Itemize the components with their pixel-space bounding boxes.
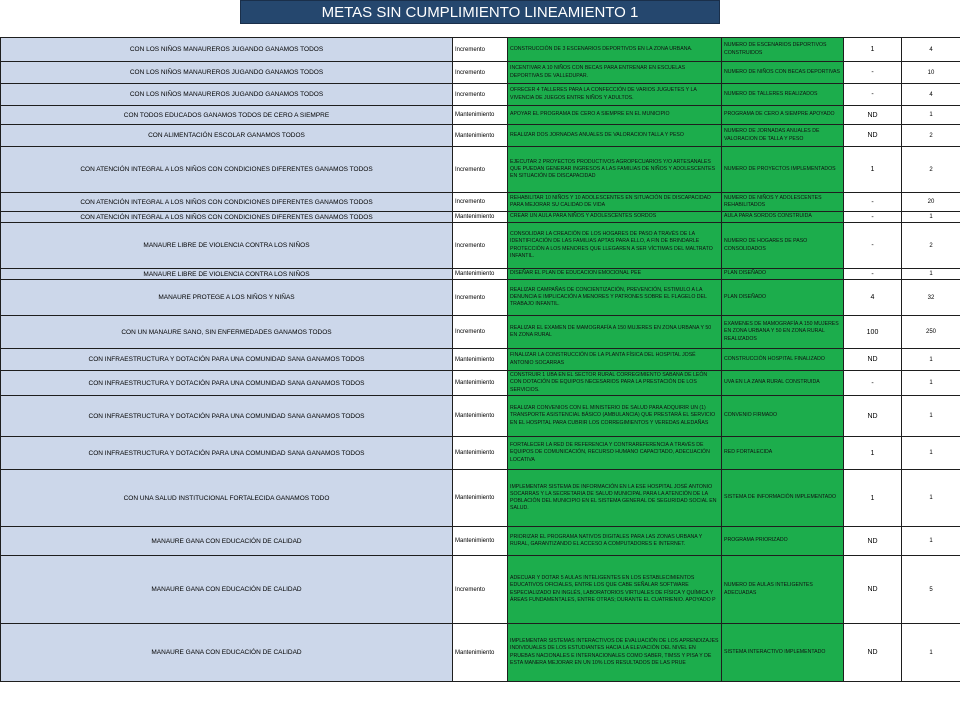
type-cell: Mantenimiento bbox=[453, 125, 508, 147]
value-cell: ND bbox=[844, 556, 902, 624]
target-cell: 1 bbox=[902, 212, 960, 223]
table-row bbox=[1, 371, 960, 396]
type-cell: Incremento bbox=[453, 62, 508, 84]
value-cell: 1 bbox=[844, 38, 902, 62]
table-row bbox=[1, 527, 960, 556]
type-cell: Incremento bbox=[453, 223, 508, 269]
indicator-cell: NUMERO DE ESCENARIOS DEPORTIVOS CONSTRUIDOS bbox=[722, 38, 844, 62]
value-cell: 1 bbox=[844, 470, 902, 527]
target-cell: 10 bbox=[902, 62, 960, 84]
program-cell: CON LOS NIÑOS MANAUREROS JUGANDO GANAMOS TODOS bbox=[1, 62, 453, 84]
table-row bbox=[1, 125, 960, 147]
program-cell: CON LOS NIÑOS MANAUREROS JUGANDO GANAMOS TODOS bbox=[1, 84, 453, 106]
type-cell: Incremento bbox=[453, 193, 508, 212]
value-cell: 100 bbox=[844, 316, 902, 349]
target-cell: 1 bbox=[902, 269, 960, 280]
program-cell: CON TODOS EDUCADOS GANAMOS TODOS DE CERO A SIEMPRE bbox=[1, 106, 453, 125]
goal-cell: EJECUTAR 2 PROYECTOS PRODUCTIVOS AGROPECUARIOS Y/O ARTESANALES QUE PUEDAN GENERAR INGRESOS A LAS FAMILIAS DE NIÑOS Y ADOLESCENTES EN SITUACIÓN DE DISCAPACIDAD bbox=[508, 147, 722, 193]
type-cell: Mantenimiento bbox=[453, 349, 508, 371]
goal-cell: CONSTRUIR 1 UBA EN EL SECTOR RURAL CORREGIMIENTO SABANA DE LEÓN CON DOTACIÓN DE EQUIPOS NECESARIOS PARA LA PRESTACIÓN DE LOS SERVICIOS. bbox=[508, 371, 722, 396]
indicator-cell: RED FORTALECIDA bbox=[722, 437, 844, 470]
indicator-cell: PROGRAMA DE CERO A SIEMPRE APOYADO bbox=[722, 106, 844, 125]
indicator-cell: UVA EN LA ZANA RURAL CONSTRUIDA bbox=[722, 371, 844, 396]
goal-cell: CONSOLIDAR LA CREACIÓN DE LOS HOGARES DE PASO A TRAVÉS DE LA IDENTIFICACIÓN DE LAS FAMILIAS APTAS PARA ELLO, A FIN DE BRINDARLE PROTECCIÓN A LOS MENORES QUE LLEGAREN A SER VÍCTIMAS DEL MALTRATO INFANTIL. bbox=[508, 223, 722, 269]
target-cell: 1 bbox=[902, 106, 960, 125]
indicator-cell: PROGRAMA PRIORIZADO bbox=[722, 527, 844, 556]
target-cell: 1 bbox=[902, 349, 960, 371]
goals-table-body bbox=[1, 38, 960, 682]
program-cell: CON ATENCIÓN INTEGRAL A LOS NIÑOS CON CONDICIONES DIFERENTES GANAMOS TODOS bbox=[1, 147, 453, 193]
type-cell: Incremento bbox=[453, 316, 508, 349]
table-row bbox=[1, 437, 960, 470]
indicator-cell: SISTEMA INTERACTIVO IMPLEMENTADO bbox=[722, 624, 844, 682]
program-cell: CON ATENCIÓN INTEGRAL A LOS NIÑOS CON CONDICIONES DIFERENTES GANAMOS TODOS bbox=[1, 212, 453, 223]
table-row bbox=[1, 269, 960, 280]
target-cell: 250 bbox=[902, 316, 960, 349]
program-cell: CON INFRAESTRUCTURA Y DOTACIÓN PARA UNA COMUNIDAD SANA GANAMOS TODOS bbox=[1, 396, 453, 437]
indicator-cell: NUMERO DE TALLERES REALIZADOS bbox=[722, 84, 844, 106]
value-cell: 1 bbox=[844, 437, 902, 470]
value-cell: - bbox=[844, 371, 902, 396]
value-cell: ND bbox=[844, 106, 902, 125]
table-row bbox=[1, 38, 960, 62]
target-cell: 2 bbox=[902, 147, 960, 193]
target-cell: 20 bbox=[902, 193, 960, 212]
goals-table bbox=[0, 37, 960, 682]
value-cell: 4 bbox=[844, 280, 902, 316]
indicator-cell: CONVENIO FIRMADO bbox=[722, 396, 844, 437]
page-title: METAS SIN CUMPLIMIENTO LINEAMIENTO 1 bbox=[240, 0, 720, 24]
type-cell: Incremento bbox=[453, 147, 508, 193]
table-row bbox=[1, 349, 960, 371]
goal-cell: INCENTIVAR A 10 NIÑOS CON BECAS PARA ENTRENAR EN ESCUELAS DEPORTIVAS DE VALLEDUPAR. bbox=[508, 62, 722, 84]
table-row bbox=[1, 280, 960, 316]
goal-cell: REHABILITAR 10 NIÑOS Y 10 ADOLESCENTES EN SITUACIÓN DE DISCAPACIDAD PARA MEJORAR SU CALIDAD DE VIDA bbox=[508, 193, 722, 212]
value-cell: - bbox=[844, 84, 902, 106]
value-cell: ND bbox=[844, 624, 902, 682]
goal-cell: CONSTRUCCIÓN DE 3 ESCENARIOS DEPORTIVOS EN LA ZONA URBANA. bbox=[508, 38, 722, 62]
type-cell: Mantenimiento bbox=[453, 269, 508, 280]
goal-cell: IMPLEMENTAR SISTEMAS INTERACTIVOS DE EVALUACIÓN DE LOS APRENDIZAJES INDIVIDUALES DE LOS ESTUDIANTES HACIA LA ELEVACIÓN DEL NIVEL EN PRUEBAS NACIONALES E INTERNACIONALES COMO SABER, TIMSS Y PISA Y DE ESTA MANERA MEJORAR EN UN 10% LOS RESULTADOS DE LAS PRUE bbox=[508, 624, 722, 682]
target-cell: 4 bbox=[902, 84, 960, 106]
goal-cell: OFRECER 4 TALLERES PARA LA CONFECCIÓN DE VARIOS JUGUETES Y LA VIVENCIA DE JUEGOS ENTRE NIÑOS Y ADULTOS. bbox=[508, 84, 722, 106]
program-cell: CON LOS NIÑOS MANAUREROS JUGANDO GANAMOS TODOS bbox=[1, 38, 453, 62]
program-cell: CON UNA SALUD INSTITUCIONAL FORTALECIDA GANAMOS TODO bbox=[1, 470, 453, 527]
table-row bbox=[1, 396, 960, 437]
target-cell: 2 bbox=[902, 223, 960, 269]
table-row bbox=[1, 212, 960, 223]
type-cell: Incremento bbox=[453, 280, 508, 316]
table-row bbox=[1, 470, 960, 527]
type-cell: Mantenimiento bbox=[453, 470, 508, 527]
program-cell: CON ALIMENTACIÓN ESCOLAR GANAMOS TODOS bbox=[1, 125, 453, 147]
program-cell: MANAURE LIBRE DE VIOLENCIA CONTRA LOS NIÑOS bbox=[1, 269, 453, 280]
indicator-cell: AULA PARA SORDOS CONSTRUIDA bbox=[722, 212, 844, 223]
target-cell: 1 bbox=[902, 396, 960, 437]
type-cell: Incremento bbox=[453, 38, 508, 62]
target-cell: 4 bbox=[902, 38, 960, 62]
indicator-cell: NUMERO DE PROYECTOS IMPLEMENTADOS bbox=[722, 147, 844, 193]
value-cell: - bbox=[844, 223, 902, 269]
goal-cell: FINALIZAR LA CONSTRUCCIÓN DE LA PLANTA FÍSICA DEL HOSPITAL JOSÉ ANTONIO SOCARRAS bbox=[508, 349, 722, 371]
value-cell: - bbox=[844, 193, 902, 212]
value-cell: - bbox=[844, 269, 902, 280]
program-cell: CON UN MANAURE SANO, SIN ENFERMEDADES GANAMOS TODOS bbox=[1, 316, 453, 349]
type-cell: Mantenimiento bbox=[453, 527, 508, 556]
target-cell: 5 bbox=[902, 556, 960, 624]
table-row bbox=[1, 556, 960, 624]
indicator-cell: NUMERO DE NIÑOS Y ADOLESCENTES REHABILITADOS bbox=[722, 193, 844, 212]
type-cell: Mantenimiento bbox=[453, 624, 508, 682]
table-row bbox=[1, 62, 960, 84]
goal-cell: REALIZAR CONVENIOS CON EL MINISTERIO DE SALUD PARA ADQUIRIR UN (1) TRANSPORTE ASISTENCIAL BÁSICO (AMBULANCIA) QUE PRESTARÁ EL SERVICIO EN EL HOSPITAL PARA CUBRIR LOS CORREGIMIENTOS Y VEREDAS ALEDAÑAS bbox=[508, 396, 722, 437]
value-cell: ND bbox=[844, 527, 902, 556]
program-cell: MANAURE GANA CON EDUCACIÓN DE CALIDAD bbox=[1, 624, 453, 682]
value-cell: ND bbox=[844, 396, 902, 437]
value-cell: - bbox=[844, 62, 902, 84]
program-cell: MANAURE LIBRE DE VIOLENCIA CONTRA LOS NIÑOS bbox=[1, 223, 453, 269]
program-cell: MANAURE GANA CON EDUCACIÓN DE CALIDAD bbox=[1, 527, 453, 556]
target-cell: 2 bbox=[902, 125, 960, 147]
value-cell: ND bbox=[844, 125, 902, 147]
program-cell: CON INFRAESTRUCTURA Y DOTACIÓN PARA UNA COMUNIDAD SANA GANAMOS TODOS bbox=[1, 371, 453, 396]
target-cell: 32 bbox=[902, 280, 960, 316]
type-cell: Incremento bbox=[453, 556, 508, 624]
table-row bbox=[1, 147, 960, 193]
program-cell: CON ATENCIÓN INTEGRAL A LOS NIÑOS CON CONDICIONES DIFERENTES GANAMOS TODOS bbox=[1, 193, 453, 212]
type-cell: Mantenimiento bbox=[453, 371, 508, 396]
indicator-cell: NUMERO DE AULAS INTELIGENTES ADECUADAS bbox=[722, 556, 844, 624]
goal-cell: CREAR UN AULA PARA NIÑOS Y ADOLESCENTES SORDOS bbox=[508, 212, 722, 223]
goal-cell: PRIORIZAR EL PROGRAMA NATIVOS DIGITALES PARA LAS ZONAS URBANA Y RURAL, GARANTIZANDO EL ACCESO A COMPUTADORES E INTERNET. bbox=[508, 527, 722, 556]
table-row bbox=[1, 106, 960, 125]
value-cell: 1 bbox=[844, 147, 902, 193]
program-cell: CON INFRAESTRUCTURA Y DOTACIÓN PARA UNA COMUNIDAD SANA GANAMOS TODOS bbox=[1, 349, 453, 371]
type-cell: Mantenimiento bbox=[453, 212, 508, 223]
target-cell: 1 bbox=[902, 527, 960, 556]
target-cell: 1 bbox=[902, 624, 960, 682]
goal-cell: IMPLEMENTAR SISTEMA DE INFORMACIÓN EN LA ESE HOSPITAL JOSÉ ANTONIO SOCARRAS Y LA SECRETARIA DE SALUD MUNICIPAL PARA LA ATENCIÓN DE LA POBLACIÓN DEL MUNICIPIO EN EL SISTEMA GENERAL DE SEGURIDAD SOCIAL EN SALUD. bbox=[508, 470, 722, 527]
indicator-cell: NUMERO DE JORNADAS ANUALES DE VALORACION DE TALLA Y PESO bbox=[722, 125, 844, 147]
table-row bbox=[1, 84, 960, 106]
indicator-cell: PLAN DISEÑADO bbox=[722, 280, 844, 316]
indicator-cell: SISTEMA DE INFORMACIÓN IMPLEMENTADO bbox=[722, 470, 844, 527]
goal-cell: APOYAR EL PROGRAMA DE CERO A SIEMPRE EN EL MUNICIPIO bbox=[508, 106, 722, 125]
type-cell: Mantenimiento bbox=[453, 437, 508, 470]
value-cell: - bbox=[844, 212, 902, 223]
goal-cell: DISEÑAR EL PLAN DE EDUCACION EMOCIONAL PEE bbox=[508, 269, 722, 280]
goal-cell: REALIZAR CAMPAÑAS DE CONCIENTIZACIÓN, PREVENCIÓN, ESTIMULO A LA DENUNCIA E IMPLICACIÓN A MENORES Y PATRONES SOBRE EL FLAGELO DEL TRABAJO INFANTIL. bbox=[508, 280, 722, 316]
target-cell: 1 bbox=[902, 437, 960, 470]
program-cell: MANAURE PROTEGE A LOS NIÑOS Y NIÑAS bbox=[1, 280, 453, 316]
program-cell: MANAURE GANA CON EDUCACIÓN DE CALIDAD bbox=[1, 556, 453, 624]
table-row bbox=[1, 624, 960, 682]
indicator-cell: PLAN DISEÑADO bbox=[722, 269, 844, 280]
table-row bbox=[1, 193, 960, 212]
type-cell: Mantenimiento bbox=[453, 106, 508, 125]
table-row bbox=[1, 223, 960, 269]
goal-cell: ADECUAR Y DOTAR 5 AULAS INTELIGENTES EN LOS ESTABLECIMIENTOS EDUCATIVOS OFICIALES, ENTRE LOS QUE CABE SEÑALAR SOFTWARE ESPECIALIZADO EN INGLÉS, LABORATORIOS VIRTUALES DE FÍSICA Y QUÍMICA Y ÁREAS FUNDAMENTALES, ENTRE OTRAS; DURANTE EL CUATRIENIO. APOYADO P bbox=[508, 556, 722, 624]
target-cell: 1 bbox=[902, 371, 960, 396]
goal-cell: FORTALECER LA RED DE REFERENCIA Y CONTRAREFERENCIA A TRAVÉS DE EQUIPOS DE COMUNICACIÓN, RECURSO HUMANO CAPACITADO, ADECUACIÓN LOCATIVA bbox=[508, 437, 722, 470]
target-cell: 1 bbox=[902, 470, 960, 527]
indicator-cell: NUMERO DE HOGARES DE PASO CONSOLIDADOS bbox=[722, 223, 844, 269]
goal-cell: REALIZAR EL EXAMEN DE MAMOGRAFÍA A 150 MUJERES EN ZONA URBANA Y 50 EN ZONA RURAL bbox=[508, 316, 722, 349]
goal-cell: REALIZAR DOS JORNADAS ANUALES DE VALORACION TALLA Y PESO bbox=[508, 125, 722, 147]
value-cell: ND bbox=[844, 349, 902, 371]
indicator-cell: EXAMENES DE MAMOGRAFÍA A 150 MUJERES EN ZONA URBANA Y 50 EN ZONA RURAL REALIZADOS bbox=[722, 316, 844, 349]
type-cell: Incremento bbox=[453, 84, 508, 106]
program-cell: CON INFRAESTRUCTURA Y DOTACIÓN PARA UNA COMUNIDAD SANA GANAMOS TODOS bbox=[1, 437, 453, 470]
indicator-cell: CONSTRUCCIÓN HOSPITAL FINALIZADO bbox=[722, 349, 844, 371]
table-row bbox=[1, 316, 960, 349]
type-cell: Mantenimiento bbox=[453, 396, 508, 437]
indicator-cell: NUMERO DE NIÑOS CON BECAS DEPORTIVAS bbox=[722, 62, 844, 84]
